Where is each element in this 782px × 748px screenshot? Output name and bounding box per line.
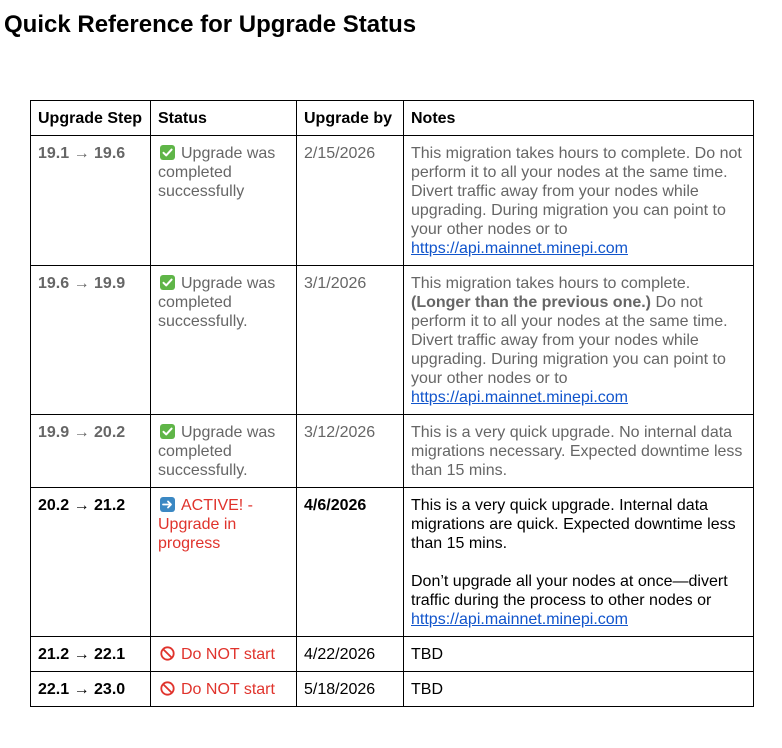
page-title: Quick Reference for Upgrade Status bbox=[4, 11, 417, 38]
status-cell bbox=[151, 415, 297, 488]
notes-emphasis: (Longer than the previous one.) bbox=[411, 294, 652, 311]
api-mainnet-link[interactable]: https://api.mainnet.minepi.com bbox=[411, 240, 628, 257]
notes-text: This migration takes hours to complete. bbox=[411, 275, 691, 292]
upgrade-by-cell: 4/6/2026 bbox=[297, 488, 404, 637]
upgrade-step-cell: 20.2 → 21.2 bbox=[31, 488, 151, 637]
table-row bbox=[31, 637, 754, 672]
table-row bbox=[31, 488, 754, 637]
notes-cell: This is a very quick upgrade. No internal data migrations necessary. Expected downtime less than 15 mins. bbox=[404, 415, 754, 488]
header-status: Status bbox=[151, 101, 297, 136]
notes-text-continued: Do not perform it to all your nodes at the same time. Divert traffic away from your nodes while upgrading. During migration you can point to your other nodes or to bbox=[411, 294, 728, 387]
status-cell bbox=[151, 637, 297, 672]
notes-cell bbox=[404, 488, 754, 637]
prohibited-icon bbox=[160, 646, 175, 661]
upgrade-step-cell: 19.9 → 20.2 bbox=[31, 415, 151, 488]
notes-cell bbox=[404, 136, 754, 266]
status-cell bbox=[151, 266, 297, 415]
upgrade-by-cell: 3/1/2026 bbox=[297, 266, 404, 415]
header-upgrade-step: Upgrade Step bbox=[31, 101, 151, 136]
table-row bbox=[31, 266, 754, 415]
notes-cell bbox=[404, 266, 754, 415]
status-text: Upgrade was completed successfully. bbox=[158, 275, 276, 330]
api-mainnet-link[interactable]: https://api.mainnet.minepi.com bbox=[411, 611, 628, 628]
right-arrow-icon bbox=[160, 497, 175, 512]
status-cell bbox=[151, 136, 297, 266]
status-cell bbox=[151, 672, 297, 707]
status-text: ACTIVE! - Upgrade in progress bbox=[158, 497, 254, 552]
upgrade-step-cell: 19.6 → 19.9 bbox=[31, 266, 151, 415]
table-row bbox=[31, 415, 754, 488]
upgrade-status-table bbox=[30, 100, 754, 707]
notes-text-continued: Don’t upgrade all your nodes at once—divert traffic during the process to other nodes or bbox=[411, 573, 728, 609]
table-header-row bbox=[31, 101, 754, 136]
upgrade-by-cell: 4/22/2026 bbox=[297, 637, 404, 672]
prohibited-icon bbox=[160, 681, 175, 696]
status-text: Do NOT start bbox=[181, 646, 275, 663]
check-mark-icon bbox=[160, 275, 175, 290]
notes-cell: TBD bbox=[404, 637, 754, 672]
notes-cell: TBD bbox=[404, 672, 754, 707]
notes-text: This migration takes hours to complete. Do not perform it to all your nodes at the same time. Divert traffic away from your nodes while upgrading. During migration you can point to your other nodes or to bbox=[411, 145, 742, 238]
api-mainnet-link[interactable]: https://api.mainnet.minepi.com bbox=[411, 389, 628, 406]
status-text: Do NOT start bbox=[181, 681, 275, 698]
status-text: Upgrade was completed successfully. bbox=[158, 424, 276, 479]
table-row bbox=[31, 136, 754, 266]
upgrade-by-cell: 2/15/2026 bbox=[297, 136, 404, 266]
table-row bbox=[31, 672, 754, 707]
upgrade-step-cell: 19.1 → 19.6 bbox=[31, 136, 151, 266]
notes-text: This is a very quick upgrade. Internal data migrations are quick. Expected downtime less than 15 mins. bbox=[411, 497, 736, 552]
check-mark-icon bbox=[160, 424, 175, 439]
upgrade-by-cell: 3/12/2026 bbox=[297, 415, 404, 488]
status-cell bbox=[151, 488, 297, 637]
header-upgrade-by: Upgrade by bbox=[297, 101, 404, 136]
upgrade-by-cell: 5/18/2026 bbox=[297, 672, 404, 707]
header-notes: Notes bbox=[404, 101, 754, 136]
upgrade-step-cell: 21.2 → 22.1 bbox=[31, 637, 151, 672]
check-mark-icon bbox=[160, 145, 175, 160]
upgrade-step-cell: 22.1 → 23.0 bbox=[31, 672, 151, 707]
status-text: Upgrade was completed successfully bbox=[158, 145, 276, 200]
